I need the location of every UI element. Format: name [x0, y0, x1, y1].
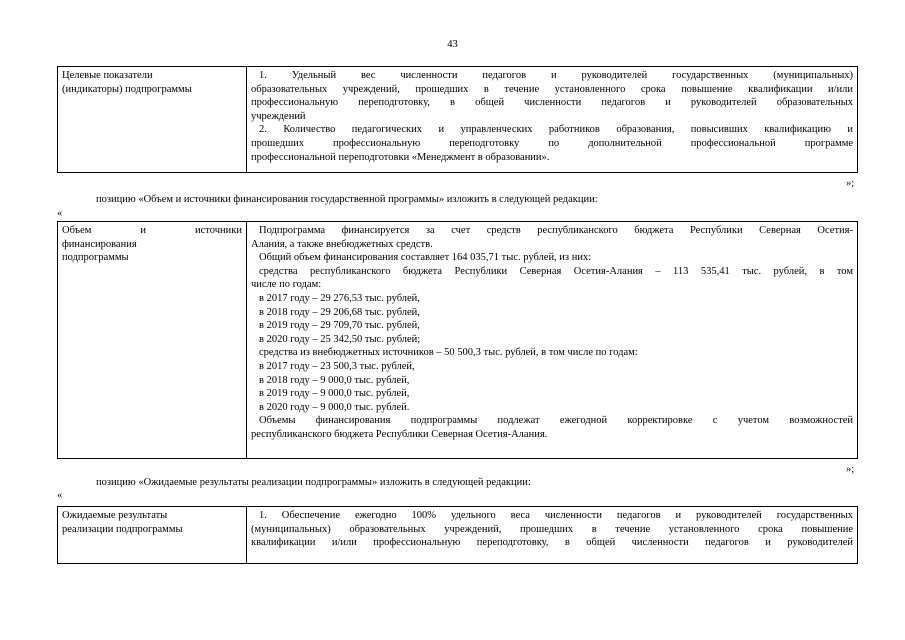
financing-text-line: в 2019 году – 29 709,70 тыс. рублей, — [259, 320, 420, 332]
targets-text-line: 2. Количество педагогических и управленческих работников образования, повысивших квалификацию и — [259, 124, 853, 136]
financing-text-line: в 2018 году – 9 000,0 тыс. рублей, — [259, 374, 410, 386]
results-label-line: реализации подпрограммы — [62, 523, 183, 535]
financing-text-line: Объемы финансирования подпрограммы подлежат ежегодной корректировке с учетом возможностей — [259, 415, 853, 427]
intro-paragraph: позицию «Ожидаемые результаты реализации подпрограммы» изложить в следующей редакции: — [96, 477, 531, 488]
opening-quote: « — [57, 208, 63, 219]
financing-text-line: числе по годам: — [251, 279, 322, 291]
targets-text-line: образовательных учреждений, прошедших в течение установленного срока повышение квалификации и/или — [251, 83, 853, 95]
financing-text-line: в 2017 году – 23 500,3 тыс. рублей, — [259, 360, 415, 372]
results-content-cell — [247, 507, 857, 550]
financing-text-line: республиканского бюджета Республики Северная Осетия-Алания. — [251, 428, 548, 440]
closing-quote: »; — [846, 178, 855, 189]
results-text-line: 1. Обеспечение ежегодно 100% удельного веса численности педагогов и руководителей государственных — [259, 510, 853, 521]
financing-text-line: в 2017 году – 29 276,53 тыс. рублей, — [259, 292, 420, 304]
results-text-line: квалификации и/или профессиональную переподготовку, в общей численности педагогов и руководителей — [251, 537, 853, 549]
closing-quote: »; — [846, 464, 855, 475]
targets-label-line: Целевые показатели — [62, 70, 153, 81]
targets-label-cell — [58, 67, 247, 172]
targets-table — [57, 66, 858, 173]
financing-text-line: в 2020 году – 25 342,50 тыс. рублей; — [259, 333, 421, 345]
financing-label-line: подпрограммы — [62, 252, 129, 264]
financing-text-line: Подпрограмма финансируется за счет средств республиканского бюджета Республики Северная Осетия- — [259, 225, 853, 236]
results-text-line: (муниципальных) образовательных учреждений, прошедших в течение установленного срока повышение — [251, 523, 853, 535]
targets-text-line: профессиональную переподготовку, в общей численности педагогов и руководителей образовательных — [251, 97, 853, 109]
financing-label-line: Объем и источники — [62, 225, 242, 236]
intro-paragraph: позицию «Объем и источники финансирования государственной программы» изложить в следующей редакции: — [96, 194, 598, 205]
financing-text-line: Общий объем финансирования составляет 164 035,71 тыс. рублей, из них: — [259, 252, 592, 264]
opening-quote: « — [57, 490, 63, 501]
targets-text-line: 1. Удельный вес численности педагогов и руководителей государственных (муниципальных) — [259, 70, 853, 81]
financing-table — [57, 221, 858, 459]
page-number: 43 — [447, 39, 458, 50]
targets-content-cell — [247, 67, 857, 164]
results-label-line: Ожидаемые результаты — [62, 510, 168, 521]
financing-content-cell — [247, 222, 857, 442]
financing-text-line: в 2020 году – 9 000,0 тыс. рублей. — [259, 401, 410, 413]
targets-text-line: учреждений — [251, 110, 306, 122]
targets-text-line: прошедших профессиональную переподготовку по дополнительной профессиональной программе — [251, 137, 853, 149]
financing-text-line: в 2018 году – 29 206,68 тыс. рублей, — [259, 306, 420, 318]
results-label-cell — [58, 507, 247, 563]
financing-label-cell — [58, 222, 247, 458]
targets-text-line: профессиональной переподготовки «Менеджмент в образовании». — [251, 151, 550, 163]
financing-text-line: средства из внебюджетных источников – 50 500,3 тыс. рублей, в том числе по годам: — [259, 347, 638, 359]
financing-text-line: в 2019 году – 9 000,0 тыс. рублей, — [259, 388, 410, 400]
targets-label-line: (индикаторы) подпрограммы — [62, 83, 192, 95]
financing-text-line: Алания, а также внебюджетных средств. — [251, 238, 433, 250]
financing-label-line: финансирования — [62, 238, 137, 250]
financing-text-line: средства республиканского бюджета Республики Северная Осетия-Алания – 113 535,41 тыс. рублей, в том — [259, 265, 853, 277]
results-table — [57, 506, 858, 564]
